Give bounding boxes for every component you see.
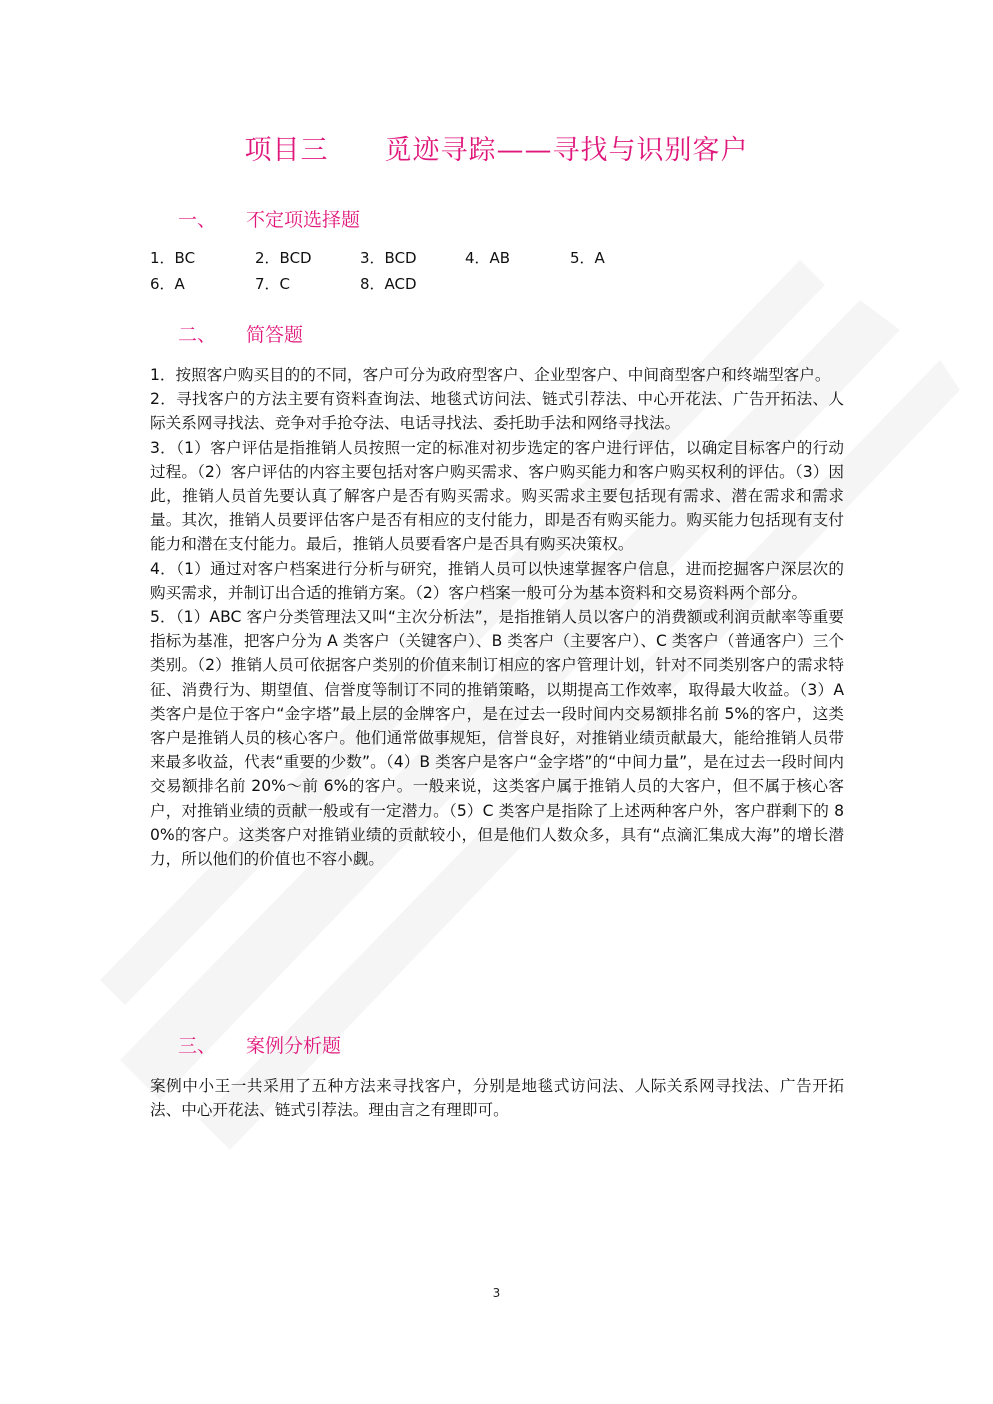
section-number: 二、 xyxy=(178,324,217,346)
answer-item: 2．BCD xyxy=(255,249,312,267)
short-answer-paragraph: 5．（1）ABC 客户分类管理法又叫“主次分析法”，是指推销人员以客户的消费额或利润贡献率等重要指标为基准，把客户分为 A 类客户（关键客户）、B 类客户（主要客户）、C 类客户（普通客户）三个类别。（2）推销人员可依据客户类别的价值来制订相应的客户管理计划，针对不同类别客户的需求特征、消费行为、期望值、信誉度等制订不同的推销策略，以期提高工作效率，取得最大收益。（3）A 类客户是位于客户“金字塔”最上层的金牌客户，是在过去一段时间内交易额排名前 5%的客户，这类客户是推销人员的核心客户。他们通常做事规矩，信誉良好，对推销业绩贡献最大，能给推销人员带来最多收益，代表“重要的少数”。（4）B 类客户是客户“金字塔”的“中间力量”，是在过去一段时间内交易额排名前 20%～前 6%的客户。一般来说，这类客户属于推销人员的大客户，但不属于核心客户，对推销业绩的贡献一般或有一定潜力。（5）C 类客户是指除了上述两种客户外，客户群剩下的 80%的客户。这类客户对推销业绩的贡献较小，但是他们人数众多，具有“点滴汇集成大海”的增长潜力，所以他们的价值也不容小觑。 xyxy=(150,608,844,869)
section-number: 三、 xyxy=(178,1035,217,1057)
section-label: 简答题 xyxy=(246,324,304,346)
answer-item: 4．AB xyxy=(465,249,511,267)
answer-item: 6．A xyxy=(150,275,185,293)
case-analysis-paragraph: 案例中小王一共采用了五种方法来寻找客户，分别是地毯式访问法、人际关系网寻找法、广告开拓法、中心开花法、链式引荐法。理由言之有理即可。 xyxy=(150,1077,844,1120)
short-answer-paragraph: 3．（1）客户评估是指推销人员按照一定的标准对初步选定的客户进行评估，以确定目标客户的行动过程。（2）客户评估的内容主要包括对客户购买需求、客户购买能力和客户购买权利的评估。（3）因此，推销人员首先要认真了解客户是否有购买需求。购买需求主要包括现有需求、潜在需求和需求量。其次，推销人员要评估客户是否有相应的支付能力，即是否有购买能力。购买能力包括现有支付能力和潜在支付能力。最后，推销人员要看客户是否具有购买决策权。 xyxy=(150,438,844,554)
section-number: 一、 xyxy=(178,209,217,231)
page-title: 项目三 觅迹寻踪——寻找与识别客户 xyxy=(244,135,749,166)
page-number: 3 xyxy=(492,1286,501,1300)
short-answer-body xyxy=(150,363,844,871)
short-answer-paragraph: 4．（1）通过对客户档案进行分析与研究，推销人员可以快速掌握客户信息，进而挖掘客户深层次的购买需求，并制订出合适的推销方案。（2）客户档案一般可分为基本资料和交易资料两个部分。 xyxy=(150,559,844,602)
section-heading-short-answer xyxy=(178,320,303,347)
answer-item: 5．A xyxy=(570,249,605,267)
answer-item: 3．BCD xyxy=(360,249,417,267)
section-label: 案例分析题 xyxy=(246,1035,342,1057)
answer-grid xyxy=(150,248,710,295)
answer-item: 1．BC xyxy=(150,249,196,267)
section-heading-case-analysis xyxy=(178,1031,341,1058)
short-answer-paragraph: 1．按照客户购买目的的不同，客户可分为政府型客户、企业型客户、中间商型客户和终端型客户。 xyxy=(150,366,831,384)
section-label: 不定项选择题 xyxy=(246,209,361,231)
answer-item: 7．C xyxy=(255,275,291,293)
section-heading-multiple-choice xyxy=(178,205,360,232)
case-analysis-body xyxy=(150,1074,844,1122)
answer-item: 8．ACD xyxy=(360,275,417,293)
short-answer-paragraph: 2．寻找客户的方法主要有资料查询法、地毯式访问法、链式引荐法、中心开花法、广告开拓法、人际关系网寻找法、竞争对手抢夺法、电话寻找法、委托助手法和网络寻找法。 xyxy=(150,390,844,433)
